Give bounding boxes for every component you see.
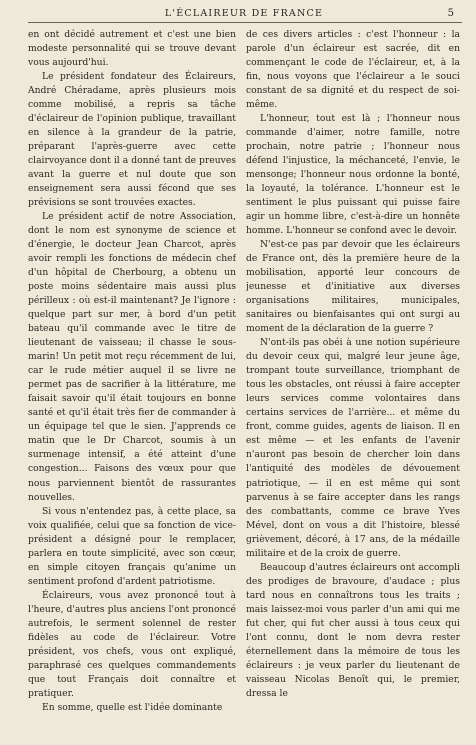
running-title: L'ÉCLAIREUR DE FRANCE [164, 8, 324, 19]
paragraph: en ont décidé autrement et c'est une bien modeste personnalité qui se trouve devant vous aujourd'hui. [28, 29, 236, 69]
paragraph: Éclaireurs, vous avez prononcé tout à l'heure, d'autres plus anciens l'ont prononcé autrefois, le serment solennel de rester fidèles au code de l'éclaireur. Votre président, vos chefs, vous ont expliqué, paraphrasé ces quelques commandements que tout Français doit connaître et pratiquer. [28, 589, 236, 699]
paragraph: Le président fondateur des Éclaireurs, André Chéradame, après plusieurs mois comme mobilisé, a repris sa tâche d'éclaireur de l'opinion publique, travaillant en silence à la grandeur de la patrie, préparant l'après-guerre avec cette clairvoyance dont il a donné tant de preuves avant la guerre et nul doute que son enseignement sera aussi fécond que ses prévisions se sont trouvées exactes. [28, 71, 236, 209]
right-column [246, 28, 460, 739]
page-number: 5 [447, 8, 454, 19]
paragraph: N'est-ce pas par devoir que les éclaireurs de France ont, dès la première heure de la mobilisation, apporté leur concours de jeunesse et d'initiative aux diverses organisations militaires, municipales, sanitaires ou bienfaisantes qui ont surgi au moment de la déclaration de la guerre ? [246, 239, 460, 335]
paragraph: Le président actif de notre Association, dont le nom est synonyme de science et d'énergie, le docteur Jean Charcot, après avoir rempli les fonctions de médecin chef d'un hôpital de Cherbourg, a obtenu un poste moins sédentaire mais aussi plus périlleux : où est-il maintenant? Je l'ignore : quelque part sur mer, à bord d'un petit bateau qu'il commande avec le titre de lieutenant de vaisseau; il chasse le sous-marin! Un petit mot reçu récemment de lui, car le rude métier auquel il se livre ne permet pas de sacrifier à la littérature, me faisait savoir qu'il était toujours en bonne santé et qu'il était très fier de commander à un équipage tel que le sien. J'apprends ce matin que le Dr Charcot, soumis à un surmenage intensif, a été atteint d'une congestion... Faisons des vœux pour que nous parviennent bientôt de rassurantes nouvelles. [28, 211, 236, 503]
header-rule [28, 22, 462, 23]
paragraph: Si vous n'entendez pas, à cette place, sa voix qualifiée, celui que sa fonction de vice-président a désigné pour le remplacer, parlera en toute simplicité, avec son cœur, en simple citoyen français qu'anime un sentiment profond d'ardent patriotisme. [28, 505, 236, 587]
running-header [28, 8, 460, 22]
left-column [28, 28, 236, 739]
paragraph: Beaucoup d'autres éclaireurs ont accompli des prodiges de bravoure, d'audace ; plus tard nous en connaîtrons tous les traits ; mais laissez-moi vous parler d'un ami qui me fut cher, qui fut cher aussi à tous ceux qui l'ont connu, dont le nom devra rester éternellement dans la mémoire de tous les éclaireurs : je veux parler du lieutenant de vaisseau Nicolas Benoît qui, le premier, dressa le [246, 561, 460, 699]
paragraph: En somme, quelle est l'idée dominante [42, 701, 223, 713]
paragraph: N'ont-ils pas obéi à une notion supérieure du devoir ceux qui, malgré leur jeune âge, trompant toute surveillance, triomphant de tous les obstacles, ont réussi à faire accepter leurs services comme volontaires dans certains services de l'arrière... et même du front, comme guides, agents de liaison. Il en est même — et les enfants de l'avenir n'auront pas besoin de chercher loin dans l'antiquité des modèles de dévouement patriotique, — il en est même qui sont parvenus à se faire accepter dans les rangs des combattants, comme ce brave Yves Mével, dont on vous a dit l'histoire, blessé grièvement, décoré, à 17 ans, de la médaille militaire et de la croix de guerre. [246, 337, 460, 559]
paragraph: L'honneur, tout est là ; l'honneur nous commande d'aimer, notre famille, notre prochain, notre patrie ; l'honneur nous défend l'injustice, la méchanceté, l'envie, le mensonge; l'honneur nous ordonne la bonté, la loyauté, la tolérance. L'honneur est le sentiment le plus puissant qui puisse faire agir un homme libre, c'est-à-dire un honnête homme. L'honneur se confond avec le devoir. [246, 113, 460, 237]
paragraph: de ces divers articles : c'est l'honneur : la parole d'un éclaireur est sacrée, dit en commençant le code de l'éclaireur, et, à la fin, nous voyons que l'éclaireur a le souci constant de sa dignité et du respect de soi-même. [246, 29, 460, 111]
